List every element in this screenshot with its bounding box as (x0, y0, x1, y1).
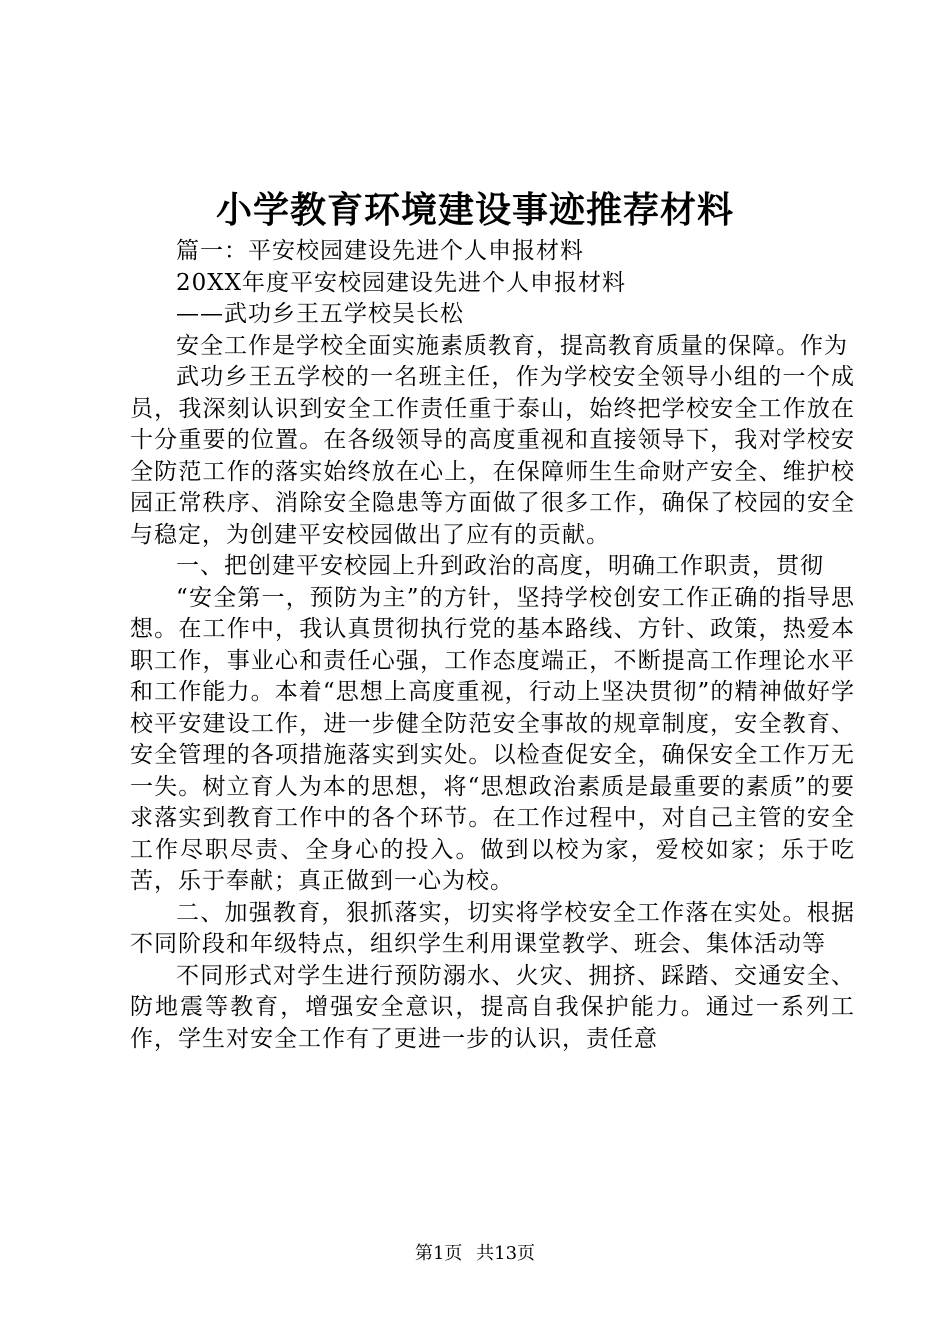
paragraph: “安全第一，预防为主”的方针，坚持学校创安工作正确的指导思想。在工作中，我认真贯彻执行党的基本路线、方针、政策，热爱本职工作，事业心和责任心强，工作态度端正，不断提高工作理论水平和工作能力。本着“思想上高度重视，行动上坚决贯彻”的精神做好学校平安建设工作，进一步健全防范安全事故的规章制度，安全教育、安全管理的各项措施落实到实处。以检查促安全，确保安全工作万无一失。树立育人为本的思想，将“思想政治素质是最重要的素质”的要求落实到教育工作中的各个环节。在工作过程中，对自己主管的安全工作尽职尽责、全身心的投入。做到以校为家，爱校如家；乐于吃苦，乐于奉献；真正做到一心为校。 (130, 584, 855, 894)
paragraph: 不同形式对学生进行预防溺水、火灾、拥挤、踩踏、交通安全、防地震等教育，增强安全意识，提高自我保护能力。通过一系列工作，学生对安全工作有了更进一步的认识，责任意 (130, 962, 855, 1052)
paragraph-report-title: 20XX年度平安校园建设先进个人申报材料 (176, 269, 627, 296)
paragraph: 安全工作是学校全面实施素质教育，提高教育质量的保障。作为 (176, 332, 848, 359)
paragraph-author: ——武功乡王五学校吴长松 (176, 301, 464, 327)
paragraph-section-heading: 篇一：平安校园建设先进个人申报材料 (176, 238, 584, 264)
paragraph: 一、把创建平安校园上升到政治的高度，明确工作职责，贯彻 (176, 553, 824, 579)
page-number: 第1页 (414, 1243, 463, 1264)
paragraph: 二、加强教育，狠抓落实，切实将学校安全工作落在实处。根据不同阶段和年级特点，组织学生利用课堂教学、班会、集体活动等 (130, 899, 855, 957)
document-title: 小学教育环境建设事迹推荐材料 (215, 189, 734, 231)
page-footer (0, 1241, 950, 1267)
paragraph: 武功乡王五学校的一名班主任，作为学校安全领导小组的一个成员，我深刻认识到安全工作责任重于泰山，始终把学校安全工作放在十分重要的位置。在各级领导的高度重视和直接领导下，我对学校安全防范工作的落实始终放在心上，在保障师生生命财产安全、维护校园正常秩序、消除安全隐患等方面做了很多工作，确保了校园的安全与稳定，为创建平安校园做出了应有的贡献。 (130, 364, 855, 548)
page-total: 共13页 (476, 1243, 536, 1264)
document-body (130, 236, 855, 1055)
